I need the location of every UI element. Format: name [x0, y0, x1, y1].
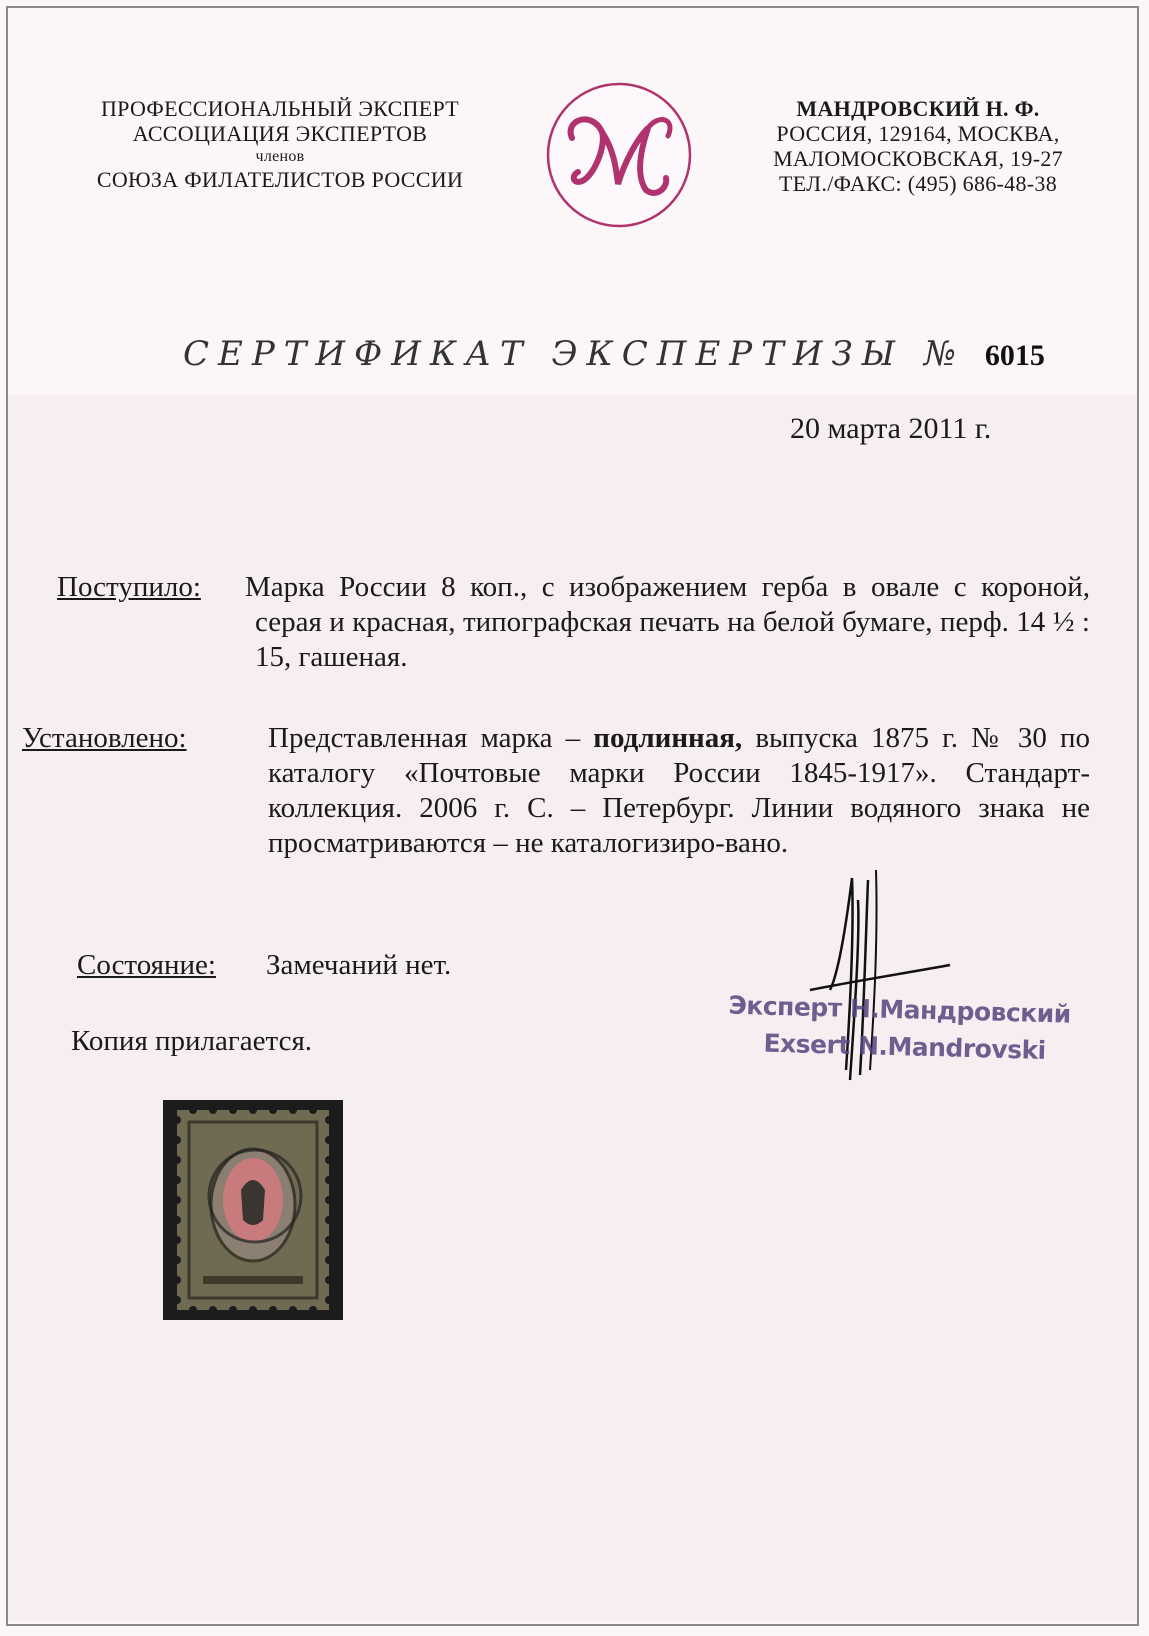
established-label: Установлено: — [22, 722, 187, 754]
stamp-line-1: Эксперт Н.Мандровский — [728, 990, 1072, 1029]
phone-fax: ТЕЛ./ФАКС: (495) 686-48-38 — [778, 171, 1058, 196]
signature — [810, 870, 960, 1100]
established-text — [268, 721, 1090, 861]
header-left — [55, 96, 505, 192]
copy-attached: Копия прилагается. — [71, 1025, 313, 1057]
received-text: Марка России 8 коп., с изображением герба в овале с короной, серая и красная, типографская печать на белой бумаге, перф. 14 ½ : 15, гашеная. — [245, 571, 1090, 673]
condition-label: Состояние: — [77, 949, 216, 981]
certificate-title-text: СЕРТИФИКАТ ЭКСПЕРТИЗЫ № — [183, 334, 966, 374]
condition-text: Замечаний нет. — [266, 949, 452, 981]
established-bold: подлинная, — [593, 722, 743, 754]
monogram-logo — [544, 80, 694, 230]
established-text-b: выпуска 1875 г. № 30 по каталогу «Почтовые марки России 1845-1917». Стандарт-коллекция. 2006 г. С. – Петербург. Линии водяного знака не просматриваются – не каталогизиро-вано. — [268, 722, 1090, 859]
header-left-line-4: СОЮЗА ФИЛАТЕЛИСТОВ РОССИИ — [96, 167, 464, 192]
header-left-line-3: членов — [255, 148, 305, 165]
received-label: Поступило: — [57, 571, 201, 603]
certificate-date: 20 марта 2011 г. — [790, 412, 992, 445]
stamp-line-2: Exsert N.Mandrovski — [763, 1028, 1047, 1066]
expert-name: МАНДРОВСКИЙ Н. Ф. — [796, 96, 1040, 121]
header-left-line-1: ПРОФЕССИОНАЛЬНЫЙ ЭКСПЕРТ — [100, 96, 460, 121]
address-line-2: МАЛОМОСКОВСКАЯ, 19-27 — [773, 146, 1063, 171]
certificate-title — [183, 334, 1043, 374]
header-right — [748, 96, 1088, 196]
postage-stamp-image — [163, 1100, 343, 1320]
header-left-line-2: АССОЦИАЦИЯ ЭКСПЕРТОВ — [132, 121, 428, 146]
address-line-1: РОССИЯ, 129164, МОСКВА, — [776, 121, 1060, 146]
certificate-number: 6015 — [984, 339, 1045, 372]
established-text-a: Представленная марка – — [268, 722, 594, 754]
expert-stamp — [727, 990, 1072, 1066]
